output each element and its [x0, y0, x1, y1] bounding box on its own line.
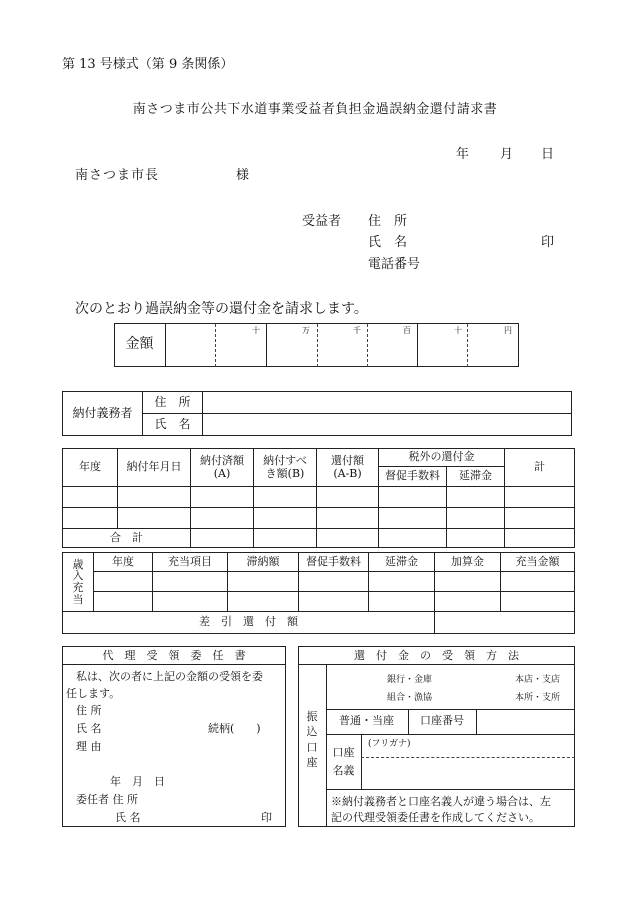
applicant-phone-label: 電話番号	[368, 257, 421, 272]
allocation-header: 加算金	[435, 553, 501, 572]
allocation-table	[62, 552, 575, 634]
table-row	[63, 592, 575, 612]
net-refund-label: 差 引 還 付 額	[63, 612, 435, 634]
proxy-date: 年 月 日	[110, 775, 165, 788]
date-year: 年	[456, 147, 470, 162]
header-total: 計	[505, 449, 575, 487]
applicant-seal: 印	[541, 235, 555, 250]
total-row	[63, 529, 575, 548]
page-title: 南さつま市公共下水道事業受益者負担金過誤納金還付請求書	[132, 102, 498, 117]
allocation-header: 滞納額	[228, 553, 299, 572]
obligor-name-label: 氏 名	[143, 414, 203, 436]
office-type[interactable]: 本所・支所	[515, 693, 561, 703]
receipt-title: 還 付 金 の 受 領 方 法	[354, 649, 519, 662]
receipt-note: ※納付義務者と口座名義人が違う場合は、左	[331, 795, 551, 808]
allocation-header: 年度	[94, 553, 153, 572]
account-type[interactable]: 普通・当座	[339, 714, 394, 727]
proxy-address-label: 住 所	[76, 704, 102, 717]
request-statement: 次のとおり過誤納金等の還付金を請求します。	[75, 301, 368, 317]
applicant-address-label: 住 所	[368, 214, 408, 229]
header-refund: 還付額 (A-B)	[317, 449, 379, 487]
allocation-header: 延滞金	[369, 553, 435, 572]
header-due: 納付すべ き額(B)	[254, 449, 317, 487]
bank-type[interactable]: 銀行・金庫	[387, 675, 433, 685]
proxy-relation-label: 続柄( )	[208, 722, 261, 735]
header-paid: 納付済額 (A)	[191, 449, 254, 487]
allocation-header: 充当金額	[501, 553, 575, 572]
date-day: 日	[541, 147, 555, 162]
digit-label: 十	[454, 326, 462, 335]
delegator-name-label: 氏 名	[115, 811, 141, 824]
branch-type[interactable]: 本店・支店	[515, 675, 561, 685]
obligor-name-field[interactable]	[203, 414, 572, 436]
digit-label: 万	[302, 326, 310, 335]
header-fee: 督促手数料	[379, 467, 447, 487]
refund-table	[62, 448, 575, 548]
obligor-address-label: 住 所	[143, 392, 203, 414]
applicant-name-label: 氏 名	[368, 235, 408, 250]
allocation-side-label: 歳 入 充 当	[63, 553, 94, 612]
proxy-name-label: 氏 名	[76, 722, 102, 735]
addressee: 南さつま市長	[75, 168, 160, 183]
table-row	[63, 572, 575, 592]
form-number: 第 13 号様式（第 9 条関係）	[62, 57, 234, 72]
header-year: 年度	[63, 449, 118, 487]
delegator-address-label: 委任者 住 所	[76, 793, 138, 806]
header-late: 延滞金	[447, 467, 505, 487]
union-type[interactable]: 組合・漁協	[387, 693, 433, 703]
obligor-label: 納付義務者	[63, 392, 143, 436]
account-number-label: 口座番号	[420, 714, 464, 727]
allocation-header: 充当項目	[153, 553, 228, 572]
total-row-label: 合 計	[63, 529, 191, 548]
receipt-note: 記の代理受領委任書を作成してください。	[331, 811, 540, 824]
digit-label: 十	[252, 326, 260, 335]
header-pay-date: 納付年月日	[118, 449, 191, 487]
header-outside-refund: 税外の還付金	[379, 449, 505, 467]
honorific: 様	[236, 168, 250, 183]
proxy-title: 代 理 受 領 委 任 書	[102, 649, 246, 662]
holder-label: 口座 名義	[332, 746, 355, 777]
holder-name-field[interactable]	[362, 758, 574, 788]
obligor-table	[62, 391, 572, 436]
obligor-address-field[interactable]	[203, 392, 572, 414]
table-row	[63, 508, 575, 529]
digit-label: 百	[403, 326, 411, 335]
applicant-role: 受益者	[302, 214, 342, 229]
transfer-label: 振 込 口 座	[306, 710, 318, 770]
table-row	[63, 487, 575, 508]
allocation-header: 督促手数料	[299, 553, 369, 572]
furigana-label: (フリガナ)	[368, 739, 411, 749]
account-number-field[interactable]	[477, 710, 574, 733]
net-refund-field[interactable]	[435, 612, 575, 634]
digit-label: 円	[504, 326, 512, 335]
proxy-text: 任します。	[66, 687, 121, 700]
proxy-reason-label: 理 由	[76, 740, 102, 753]
date-month: 月	[500, 147, 514, 162]
proxy-text: 私は、次の者に上記の金額の受領を委	[76, 670, 263, 683]
digit-label: 千	[353, 326, 361, 335]
amount-label: 金額	[125, 336, 154, 352]
delegator-seal: 印	[261, 811, 272, 824]
